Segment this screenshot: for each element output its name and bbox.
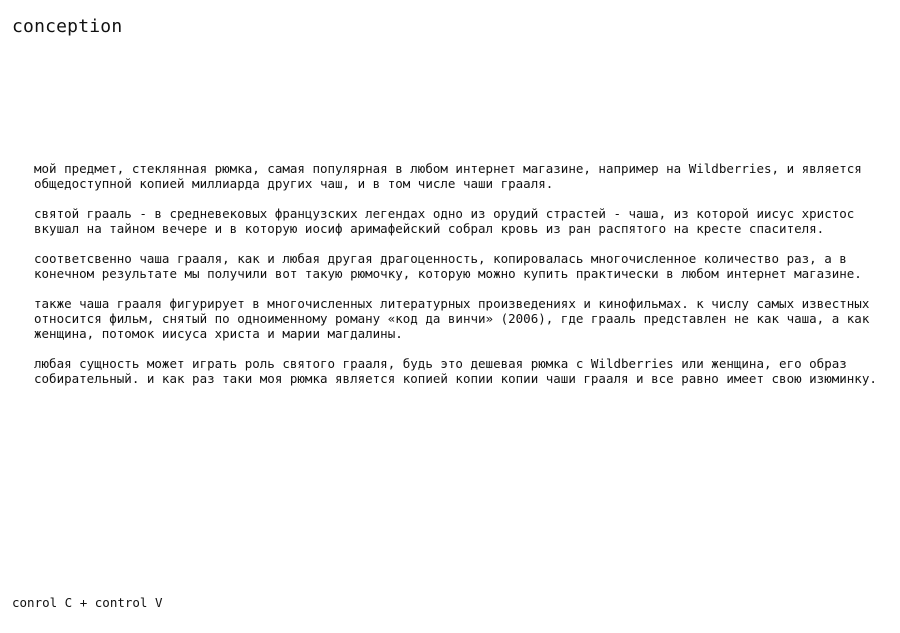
paragraph-5: любая сущность может играть роль святого грааля, будь это дешевая рюмка с Wildberries или женщина, его образ собирательный. и как раз таки моя рюмка является копией копии копии чаши грааля и все равно имеет свою изюминку.	[34, 356, 877, 386]
paragraph-3: соответсвенно чаша грааля, как и любая другая драгоценность, копировалась многочисленное количество раз, а в конечном результате мы получили вот такую рюмочку, которую можно купить практически в любом интернет магазине.	[34, 251, 862, 281]
main-text	[34, 161, 884, 401]
page-title: conception	[12, 16, 123, 37]
paragraph-4: также чаша грааля фигурирует в многочисленных литературных произведениях и кинофильмах. к числу самых известных относится фильм, снятый по одноименному роману «код да винчи» (2006), где грааль представлен не как чаша, а как женщина, потомок иисуса христа и марии магдалины.	[34, 296, 870, 341]
paragraph-1: мой предмет, стеклянная рюмка, самая популярная в любом интернет магазине, например на Wildberries, и является общедоступной копией миллиарда других чаш, и в том числе чаши грааля.	[34, 161, 862, 191]
footer-text: conrol C + control V	[12, 595, 163, 610]
paragraph-2: святой грааль - в средневековых французских легендах одно из орудий страстей - чаша, из которой иисус христос вкушал на тайном вечере и в которую иосиф аримафейский собрал кровь из ран распятого на кресте спасителя.	[34, 206, 855, 236]
